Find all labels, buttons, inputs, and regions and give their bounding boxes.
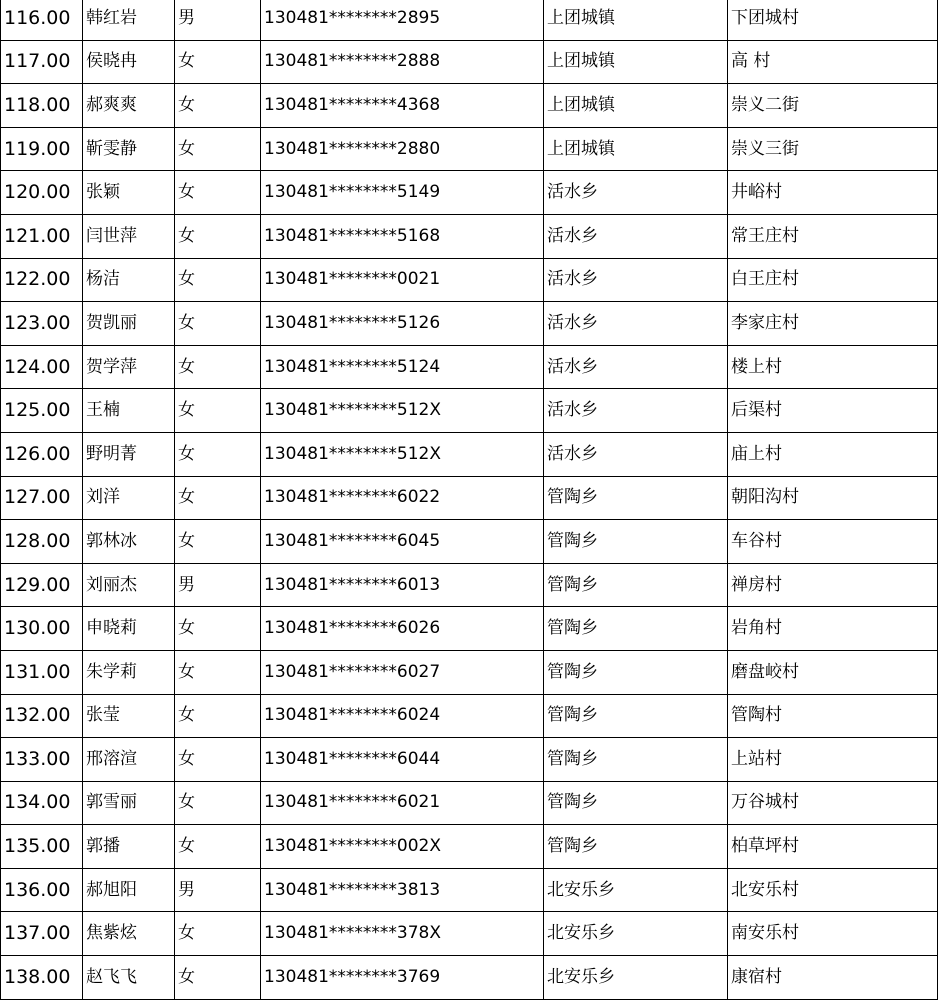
name-cell: 郝旭阳 <box>83 868 175 912</box>
village-cell: 崇义二街 <box>728 84 938 128</box>
township-cell: 上团城镇 <box>544 40 728 84</box>
serial-number-cell: 138.00 <box>1 956 83 1000</box>
village-cell: 高 村 <box>728 40 938 84</box>
serial-number-cell: 116.00 <box>1 0 83 40</box>
township-cell: 管陶乡 <box>544 476 728 520</box>
township-cell: 活水乡 <box>544 302 728 346</box>
serial-number-cell: 125.00 <box>1 389 83 433</box>
table-row <box>1 127 938 171</box>
village-cell: 楼上村 <box>728 345 938 389</box>
id-number-cell: 130481********6021 <box>261 781 544 825</box>
table-row <box>1 84 938 128</box>
name-cell: 朱学莉 <box>83 650 175 694</box>
gender-cell: 女 <box>175 302 261 346</box>
id-number-cell: 130481********5149 <box>261 171 544 215</box>
gender-cell: 女 <box>175 694 261 738</box>
serial-number-cell: 118.00 <box>1 84 83 128</box>
table-row <box>1 781 938 825</box>
name-cell: 野明菁 <box>83 432 175 476</box>
township-cell: 活水乡 <box>544 258 728 302</box>
table-row <box>1 0 938 40</box>
village-cell: 管陶村 <box>728 694 938 738</box>
serial-number-cell: 127.00 <box>1 476 83 520</box>
village-cell: 柏草坪村 <box>728 825 938 869</box>
name-cell: 王楠 <box>83 389 175 433</box>
table-row <box>1 825 938 869</box>
id-number-cell: 130481********2895 <box>261 0 544 40</box>
gender-cell: 女 <box>175 825 261 869</box>
gender-cell: 男 <box>175 868 261 912</box>
gender-cell: 女 <box>175 40 261 84</box>
name-cell: 闫世萍 <box>83 214 175 258</box>
id-number-cell: 130481********512X <box>261 389 544 433</box>
id-number-cell: 130481********5124 <box>261 345 544 389</box>
name-cell: 贺凯丽 <box>83 302 175 346</box>
township-cell: 上团城镇 <box>544 127 728 171</box>
name-cell: 杨洁 <box>83 258 175 302</box>
township-cell: 管陶乡 <box>544 650 728 694</box>
name-cell: 贺学萍 <box>83 345 175 389</box>
gender-cell: 女 <box>175 956 261 1000</box>
gender-cell: 女 <box>175 520 261 564</box>
name-cell: 靳雯静 <box>83 127 175 171</box>
name-cell: 刘洋 <box>83 476 175 520</box>
township-cell: 活水乡 <box>544 432 728 476</box>
gender-cell: 女 <box>175 127 261 171</box>
table-row <box>1 520 938 564</box>
village-cell: 万谷城村 <box>728 781 938 825</box>
name-cell: 侯晓冉 <box>83 40 175 84</box>
township-cell: 管陶乡 <box>544 738 728 782</box>
village-cell: 常王庄村 <box>728 214 938 258</box>
name-cell: 郝爽爽 <box>83 84 175 128</box>
serial-number-cell: 121.00 <box>1 214 83 258</box>
table-row <box>1 302 938 346</box>
name-cell: 张颖 <box>83 171 175 215</box>
gender-cell: 女 <box>175 781 261 825</box>
gender-cell: 女 <box>175 432 261 476</box>
name-cell: 焦紫炫 <box>83 912 175 956</box>
table-row <box>1 171 938 215</box>
township-cell: 活水乡 <box>544 171 728 215</box>
village-cell: 岩角村 <box>728 607 938 651</box>
gender-cell: 男 <box>175 0 261 40</box>
gender-cell: 女 <box>175 389 261 433</box>
township-cell: 北安乐乡 <box>544 956 728 1000</box>
township-cell: 管陶乡 <box>544 520 728 564</box>
name-cell: 韩红岩 <box>83 0 175 40</box>
serial-number-cell: 123.00 <box>1 302 83 346</box>
table-row <box>1 389 938 433</box>
serial-number-cell: 133.00 <box>1 738 83 782</box>
township-cell: 管陶乡 <box>544 825 728 869</box>
township-cell: 上团城镇 <box>544 84 728 128</box>
serial-number-cell: 132.00 <box>1 694 83 738</box>
village-cell: 禅房村 <box>728 563 938 607</box>
village-cell: 上站村 <box>728 738 938 782</box>
table-body <box>1 0 938 999</box>
id-number-cell: 130481********6024 <box>261 694 544 738</box>
village-cell: 北安乐村 <box>728 868 938 912</box>
table-row <box>1 476 938 520</box>
id-number-cell: 130481********2888 <box>261 40 544 84</box>
id-number-cell: 130481********3769 <box>261 956 544 1000</box>
id-number-cell: 130481********378X <box>261 912 544 956</box>
gender-cell: 女 <box>175 476 261 520</box>
gender-cell: 男 <box>175 563 261 607</box>
gender-cell: 女 <box>175 607 261 651</box>
name-cell: 郭播 <box>83 825 175 869</box>
serial-number-cell: 126.00 <box>1 432 83 476</box>
village-cell: 南安乐村 <box>728 912 938 956</box>
serial-number-cell: 117.00 <box>1 40 83 84</box>
village-cell: 白王庄村 <box>728 258 938 302</box>
id-number-cell: 130481********6022 <box>261 476 544 520</box>
serial-number-cell: 122.00 <box>1 258 83 302</box>
serial-number-cell: 131.00 <box>1 650 83 694</box>
id-number-cell: 130481********2880 <box>261 127 544 171</box>
name-cell: 刘丽杰 <box>83 563 175 607</box>
village-cell: 康宿村 <box>728 956 938 1000</box>
township-cell: 活水乡 <box>544 389 728 433</box>
id-number-cell: 130481********3813 <box>261 868 544 912</box>
id-number-cell: 130481********6026 <box>261 607 544 651</box>
gender-cell: 女 <box>175 738 261 782</box>
table-row <box>1 40 938 84</box>
gender-cell: 女 <box>175 171 261 215</box>
serial-number-cell: 135.00 <box>1 825 83 869</box>
serial-number-cell: 120.00 <box>1 171 83 215</box>
village-cell: 下团城村 <box>728 0 938 40</box>
gender-cell: 女 <box>175 650 261 694</box>
village-cell: 磨盘峧村 <box>728 650 938 694</box>
township-cell: 北安乐乡 <box>544 868 728 912</box>
id-number-cell: 130481********6044 <box>261 738 544 782</box>
id-number-cell: 130481********6045 <box>261 520 544 564</box>
name-cell: 郭林冰 <box>83 520 175 564</box>
gender-cell: 女 <box>175 258 261 302</box>
table-row <box>1 258 938 302</box>
village-cell: 庙上村 <box>728 432 938 476</box>
id-number-cell: 130481********6013 <box>261 563 544 607</box>
village-cell: 后渠村 <box>728 389 938 433</box>
serial-number-cell: 119.00 <box>1 127 83 171</box>
id-number-cell: 130481********0021 <box>261 258 544 302</box>
id-number-cell: 130481********5168 <box>261 214 544 258</box>
serial-number-cell: 128.00 <box>1 520 83 564</box>
id-number-cell: 130481********6027 <box>261 650 544 694</box>
township-cell: 上团城镇 <box>544 0 728 40</box>
table-row <box>1 563 938 607</box>
id-number-cell: 130481********002X <box>261 825 544 869</box>
table-row <box>1 868 938 912</box>
township-cell: 管陶乡 <box>544 607 728 651</box>
serial-number-cell: 137.00 <box>1 912 83 956</box>
village-cell: 车谷村 <box>728 520 938 564</box>
serial-number-cell: 136.00 <box>1 868 83 912</box>
name-cell: 邢溶渲 <box>83 738 175 782</box>
serial-number-cell: 129.00 <box>1 563 83 607</box>
name-cell: 申晓莉 <box>83 607 175 651</box>
village-cell: 朝阳沟村 <box>728 476 938 520</box>
table-row <box>1 694 938 738</box>
table-row <box>1 912 938 956</box>
serial-number-cell: 134.00 <box>1 781 83 825</box>
table-row <box>1 738 938 782</box>
id-number-cell: 130481********512X <box>261 432 544 476</box>
village-cell: 崇义三街 <box>728 127 938 171</box>
gender-cell: 女 <box>175 345 261 389</box>
name-cell: 郭雪丽 <box>83 781 175 825</box>
township-cell: 管陶乡 <box>544 781 728 825</box>
id-number-cell: 130481********4368 <box>261 84 544 128</box>
serial-number-cell: 124.00 <box>1 345 83 389</box>
id-number-cell: 130481********5126 <box>261 302 544 346</box>
table-row <box>1 214 938 258</box>
gender-cell: 女 <box>175 912 261 956</box>
serial-number-cell: 130.00 <box>1 607 83 651</box>
table-row <box>1 650 938 694</box>
table-row <box>1 432 938 476</box>
name-cell: 赵飞飞 <box>83 956 175 1000</box>
name-cell: 张莹 <box>83 694 175 738</box>
township-cell: 管陶乡 <box>544 563 728 607</box>
township-cell: 活水乡 <box>544 214 728 258</box>
village-cell: 李家庄村 <box>728 302 938 346</box>
township-cell: 管陶乡 <box>544 694 728 738</box>
township-cell: 活水乡 <box>544 345 728 389</box>
gender-cell: 女 <box>175 214 261 258</box>
gender-cell: 女 <box>175 84 261 128</box>
village-cell: 井峪村 <box>728 171 938 215</box>
township-cell: 北安乐乡 <box>544 912 728 956</box>
table-row <box>1 607 938 651</box>
table-row <box>1 345 938 389</box>
